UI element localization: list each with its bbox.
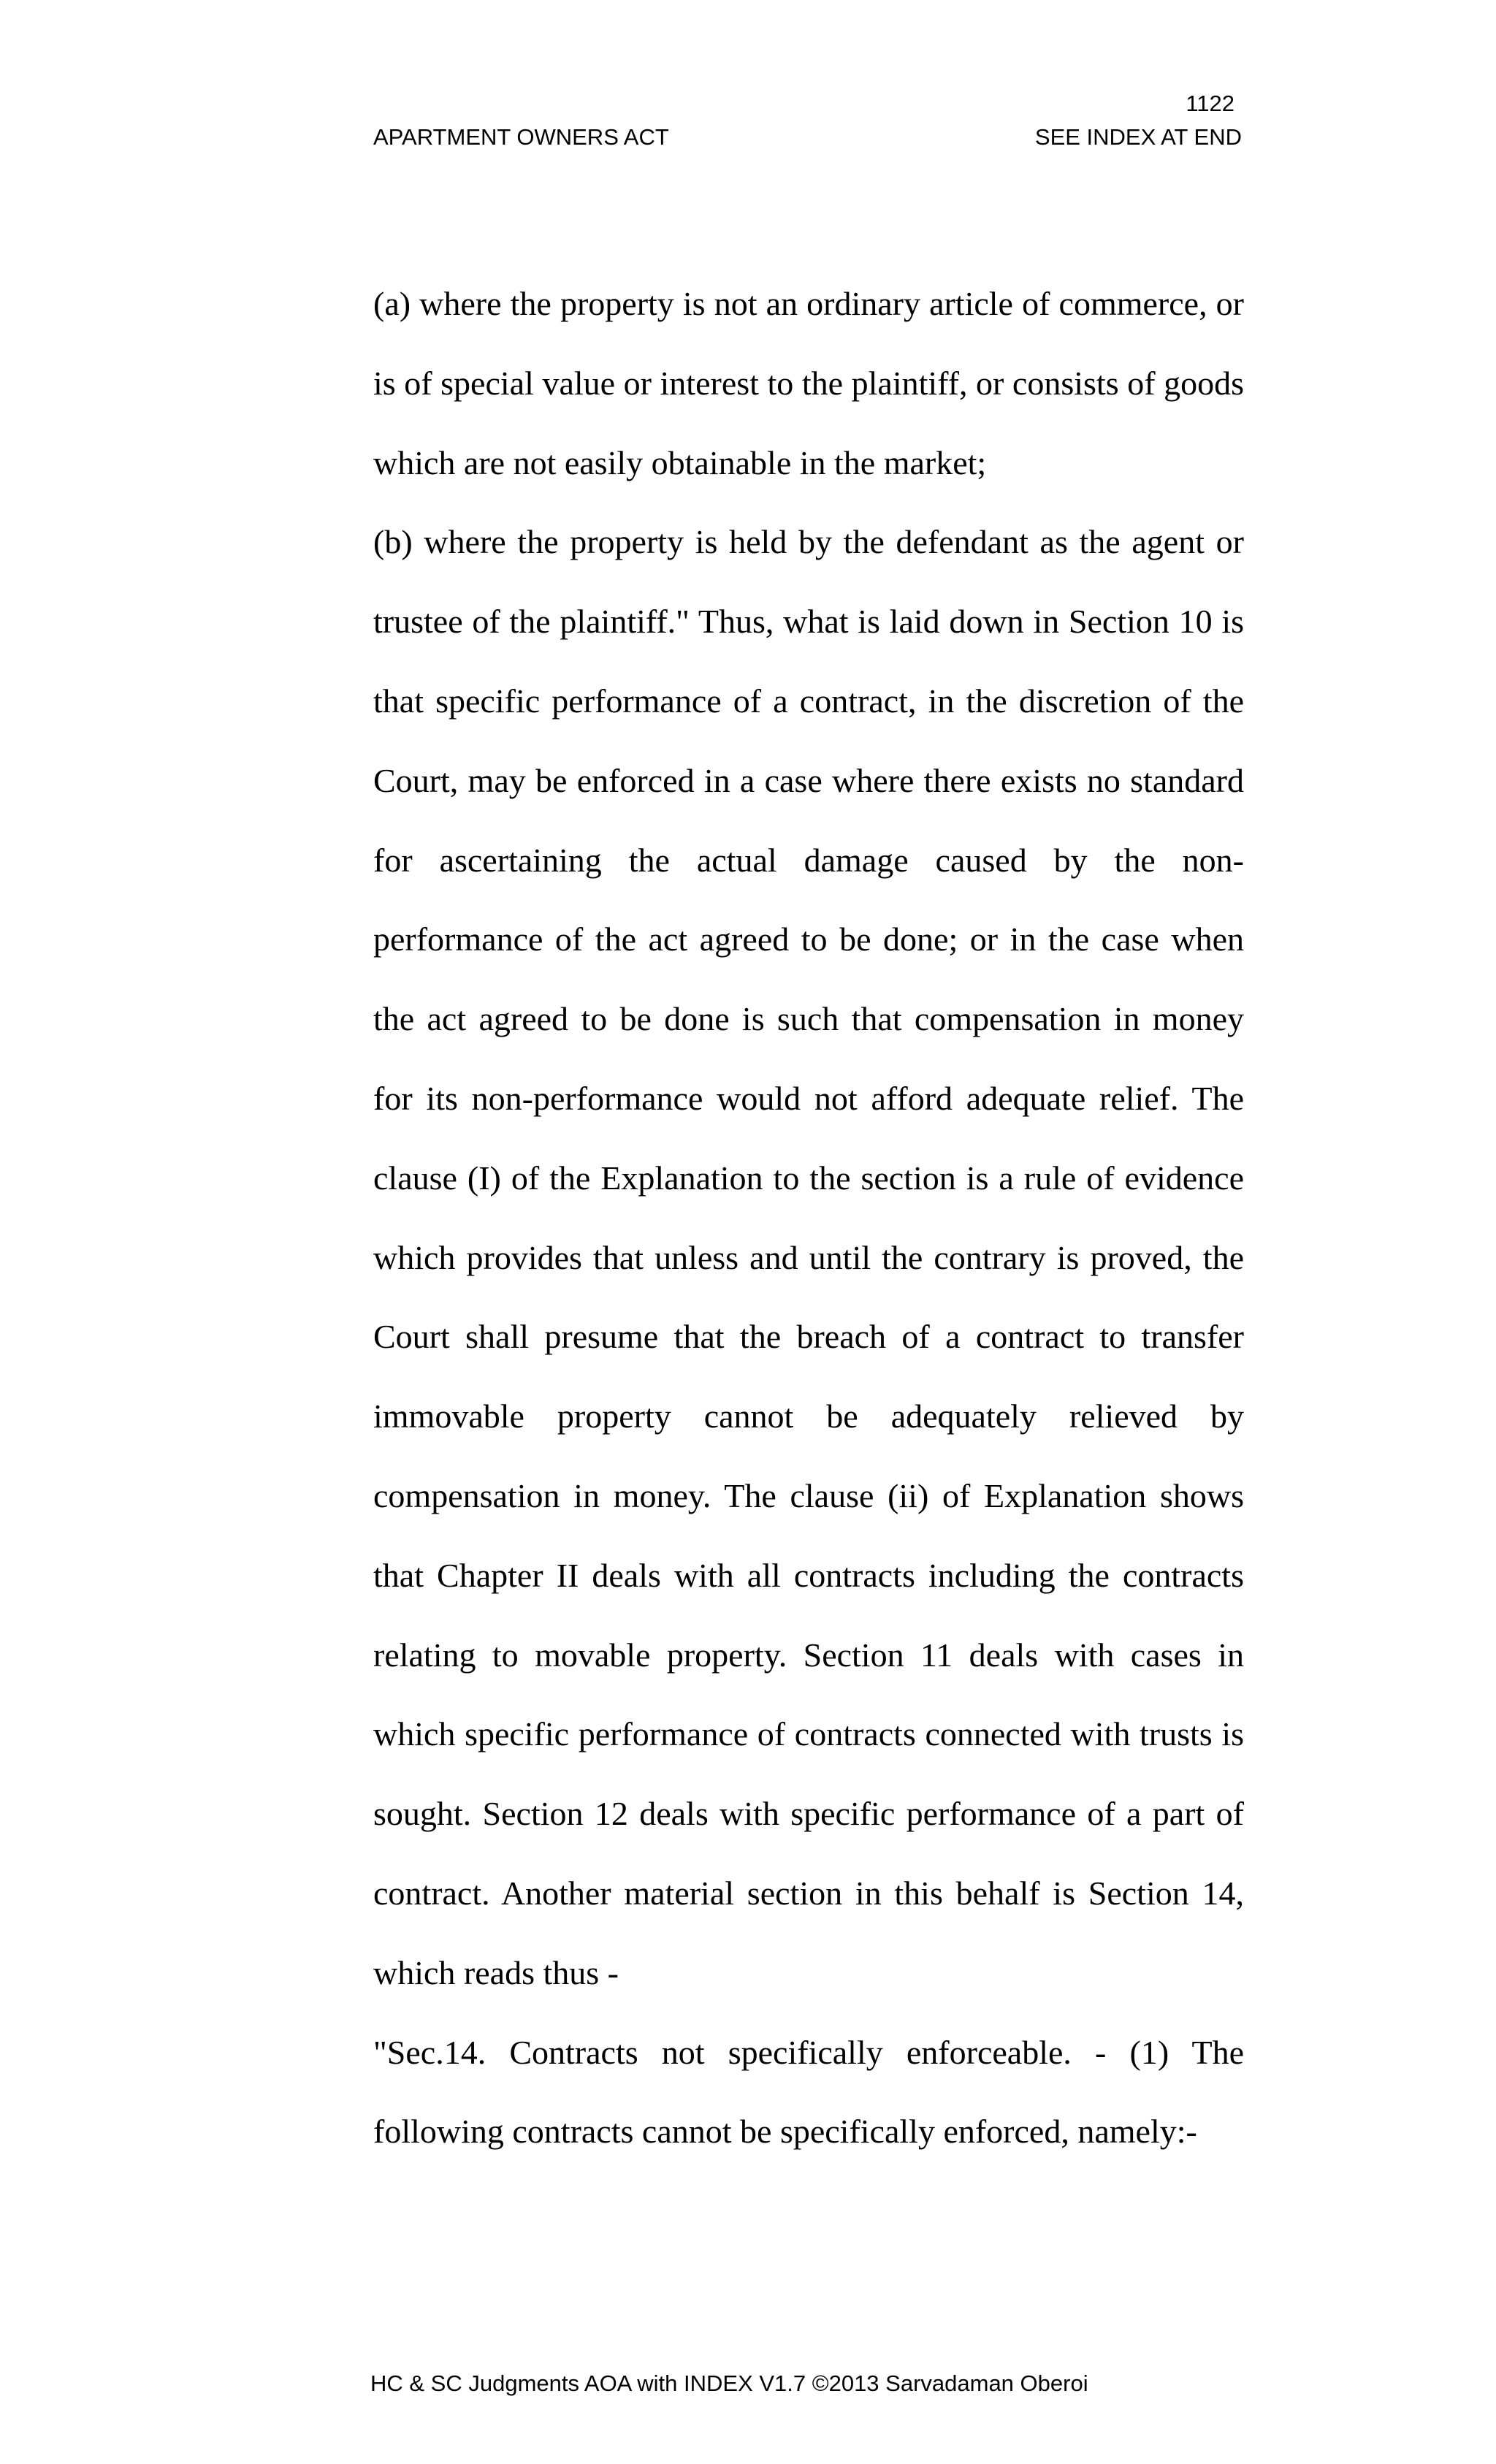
running-header-title: APARTMENT OWNERS ACT: [373, 124, 669, 150]
document-body: [373, 264, 1244, 2172]
running-header-index-note: SEE INDEX AT END: [1034, 124, 1242, 150]
page-footer: HC & SC Judgments AOA with INDEX V1.7 ©2013 Sarvadaman Oberoi: [370, 2370, 1088, 2396]
paragraph-section-14: "Sec.14. Contracts not specifically enforceable. - (1) The following contracts cannot be specifically enforced, namely:-: [373, 2033, 1244, 2151]
paragraph-clause-a: (a) where the property is not an ordinary article of commerce, or is of special value or interest to the plaintiff, or consists of goods which are not easily obtainable in the market;: [373, 285, 1244, 481]
paragraph-clause-b: (b) where the property is held by the defendant as the agent or trustee of the plaintiff." Thus, what is laid down in Section 10 is that specific performance of a contract, in the discretion of the Court, may be enforced in a case where there exists no standard for ascertaining the actual damage caused by the non-performance of the act agreed to be done; or in the case when the act agreed to be done is such that compensation in money for its non-performance would not afford adequate relief. The clause (I) of the Explanation to the section is a rule of evidence which provides that unless and until the contrary is proved, the Court shall presume that the breach of a contract to transfer immovable property cannot be adequately relieved by compensation in money. The clause (ii) of Explanation shows that Chapter II deals with all contracts including the contracts relating to movable property. Section 11 deals with cases in which specific performance of contracts connected with trusts is sought. Section 12 deals with specific performance of a part of contract. Another material section in this behalf is Section 14, which reads thus -: [373, 523, 1244, 1991]
page-number: 1122: [1186, 91, 1234, 116]
